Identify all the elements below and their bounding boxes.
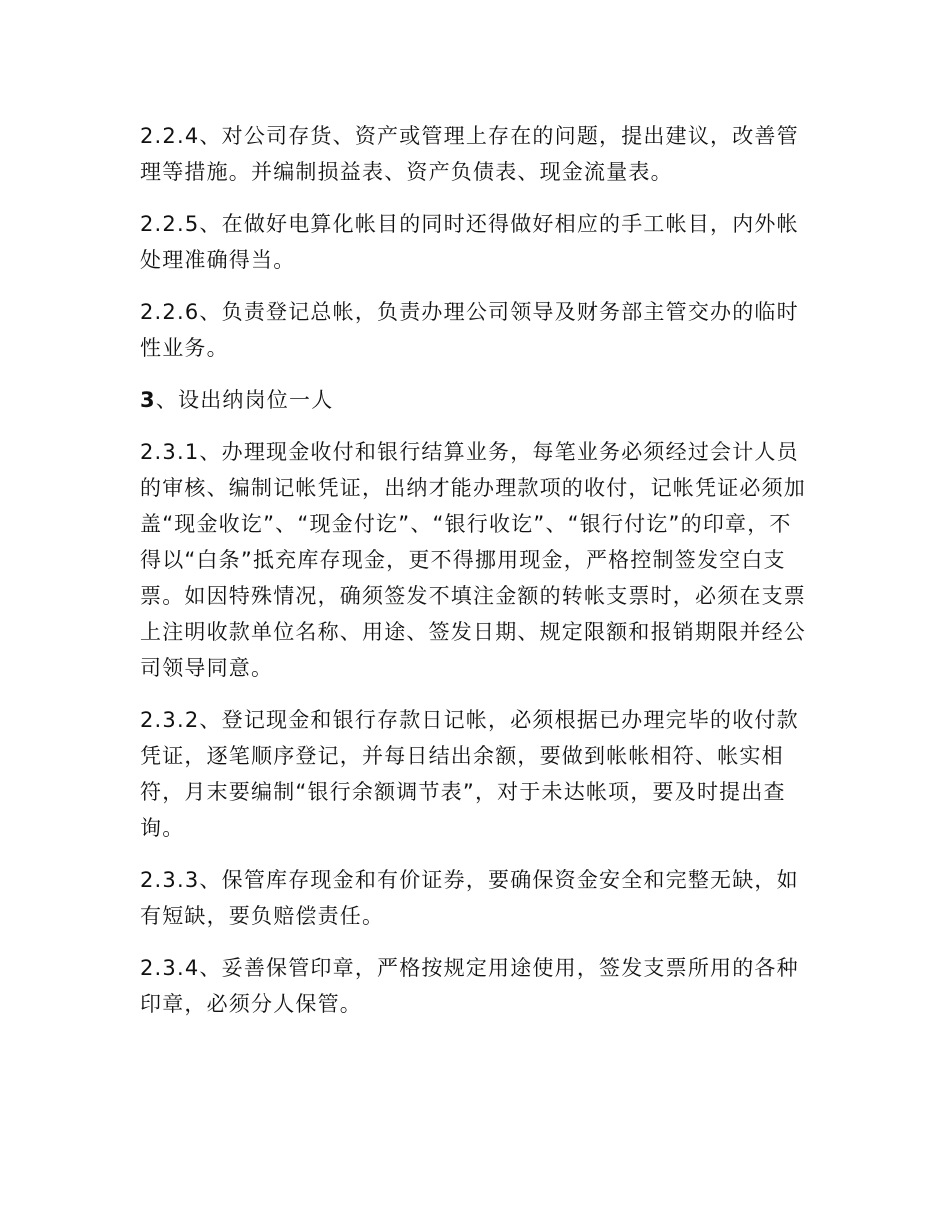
paragraph-2-2-5: 2.2.5、在做好电算化帐目的同时还得做好相应的手工帐目，内外帐处理准确得当。 xyxy=(140,212,799,272)
section-title: 、设出纳岗位一人 xyxy=(155,388,334,412)
section-number: 3 xyxy=(140,388,156,412)
paragraph-2-2-6: 2.2.6、负责登记总帐，负责办理公司领导及财务部主管交办的临时性业务。 xyxy=(140,300,799,360)
section-heading-3 xyxy=(140,382,812,418)
document-body xyxy=(140,118,812,1038)
paragraph-2-3-2: 2.3.2、登记现金和银行存款日记帐，必须根据已办理完毕的收付款凭证，逐笔顺序登记，并每日结出余额，要做到帐帐相符、帐实相符，月末要编制“银行余额调节表”，对于未达帐项，要及时提出查询。 xyxy=(140,708,799,840)
paragraph-2-3-1: 2.3.1、办理现金收付和银行结算业务，每笔业务必须经过会计人员的审核、编制记帐凭证，出纳才能办理款项的收付，记帐凭证必须加盖“现金收讫”、“现金付讫”、“银行收讫”、“银行付讫”的印章，不得以“白条”抵充库存现金，更不得挪用现金，严格控制签发空白支票。如因特殊情况，确须签发不填注金额的转帐支票时，必须在支票上注明收款单位名称、用途、签发日期、规定限额和报销期限并经公司领导同意。 xyxy=(140,440,806,680)
paragraph-2-2-4: 2.2.4、对公司存货、资产或管理上存在的问题，提出建议，改善管理等措施。并编制损益表、资产负债表、现金流量表。 xyxy=(140,124,799,184)
paragraph-2-3-3: 2.3.3、保管库存现金和有价证券，要确保资金安全和完整无缺，如有短缺，要负赔偿责任。 xyxy=(140,868,799,928)
paragraph-2-3-4: 2.3.4、妥善保管印章，严格按规定用途使用，签发支票所用的各种印章，必须分人保管。 xyxy=(140,956,799,1016)
